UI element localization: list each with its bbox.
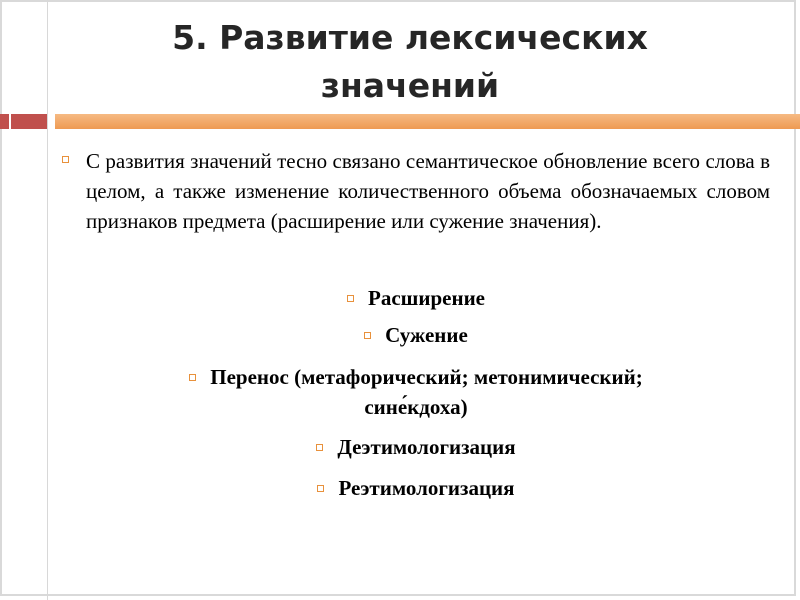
main-paragraph-text: С развития значений тесно связано семантическое обновление всего слова в целом, а также изменение количественного объема обозначаемых словом признаков предмета (расширение или сужение значения). bbox=[86, 149, 770, 233]
list-item-deetymologization bbox=[62, 432, 770, 462]
list-item-text-continued: сине́кдоха) bbox=[364, 395, 468, 419]
title-rule-orange-bar bbox=[55, 114, 800, 129]
list-item-narrowing bbox=[62, 320, 770, 350]
slide-body bbox=[62, 146, 770, 236]
title-rule-red-block bbox=[11, 114, 47, 129]
list-item-text: Расширение bbox=[368, 286, 485, 310]
square-bullet-icon bbox=[189, 374, 196, 381]
square-bullet-icon bbox=[364, 332, 371, 339]
square-bullet-icon bbox=[347, 295, 354, 302]
left-guide-line bbox=[47, 0, 48, 600]
slide-title-line1: 5. Развитие лексических bbox=[172, 18, 648, 57]
list-item-transfer bbox=[62, 362, 770, 422]
slide-title bbox=[60, 14, 760, 110]
main-paragraph bbox=[62, 146, 770, 236]
slide-title-line2: значений bbox=[320, 66, 500, 105]
list-item-text: Реэтимологизация bbox=[338, 476, 515, 500]
title-rule-red-block bbox=[0, 114, 9, 129]
square-bullet-icon bbox=[62, 156, 69, 163]
square-bullet-icon bbox=[316, 444, 323, 451]
list-item-text: Сужение bbox=[385, 323, 468, 347]
list-item-text: Деэтимологизация bbox=[337, 435, 516, 459]
square-bullet-icon bbox=[317, 485, 324, 492]
list-item-expansion bbox=[62, 283, 770, 313]
list-item-reetymologization bbox=[62, 473, 770, 503]
list-item-text: Перенос (метафорический; метонимический; bbox=[210, 365, 643, 389]
